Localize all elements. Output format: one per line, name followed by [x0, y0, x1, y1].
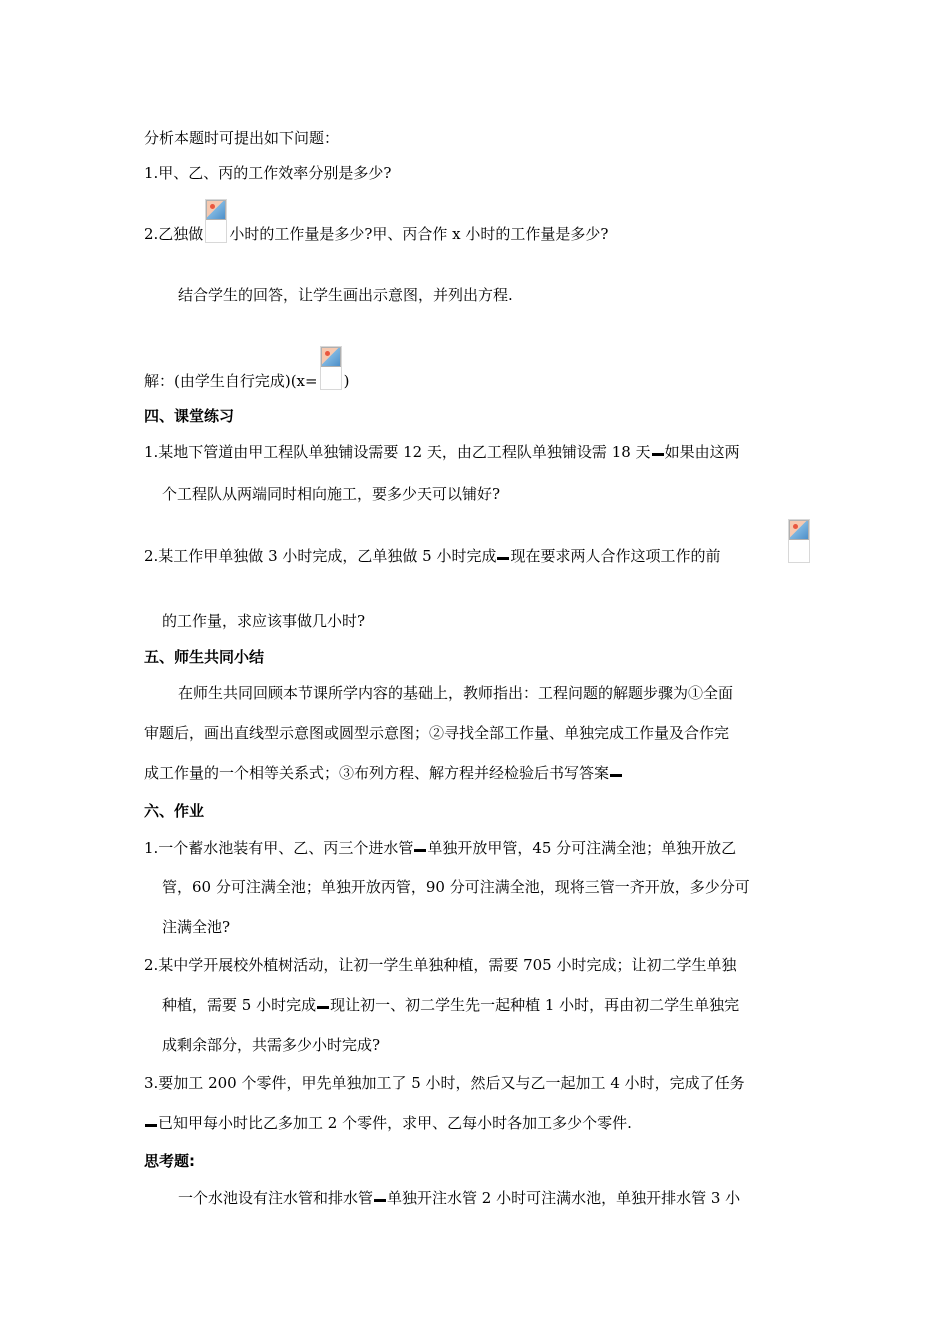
text-run: )	[343, 372, 350, 390]
text-line: 个工程队从两端同时相向施工，要多少天可以铺好?	[162, 485, 501, 503]
text-run: 如果由这两	[664, 443, 740, 461]
text-line	[178, 1188, 740, 1208]
text-line: 注满全池?	[162, 918, 231, 936]
text-line	[144, 442, 740, 462]
text-line	[144, 838, 736, 858]
text-line: 1.甲、乙、丙的工作效率分别是多少?	[144, 164, 392, 182]
text-run: 现在要求两人合作这项工作的前	[510, 547, 721, 565]
mark	[145, 1120, 157, 1127]
text-run: 单独开放甲管，45 分可注满全池；单独开放乙	[427, 839, 737, 857]
text-line	[144, 546, 721, 566]
mark	[317, 1002, 329, 1009]
section-heading: 四、课堂练习	[144, 407, 235, 425]
text-run: 已知甲每小时比乙多加工 2 个零件，求甲、乙每小时各加工多少个零件.	[158, 1114, 632, 1132]
text-run: 现让初一、初二学生先一起种植 1 小时，再由初二学生单独完	[330, 996, 740, 1014]
broken-image-icon	[320, 346, 342, 390]
text-line: 结合学生的回答，让学生画出示意图，并列出方程.	[178, 286, 513, 304]
text-run: 成工作量的一个相等关系式；③布列方程、解方程并经检验后书写答案	[144, 764, 610, 782]
text-run: 1.一个蓄水池装有甲、乙、丙三个进水管	[144, 839, 414, 857]
text-run: 小时的工作量是多少?甲、丙合作 x 小时的工作量是多少?	[229, 225, 609, 243]
text-line	[144, 763, 623, 783]
text-line: 3.要加工 200 个零件，甲先单独加工了 5 小时，然后又与乙一起加工 4 小时，完成了任务	[144, 1074, 745, 1092]
mark	[414, 845, 426, 852]
text-run: 单独开注水管 2 小时可注满水池，单独开排水管 3 小	[387, 1189, 741, 1207]
mark	[610, 770, 622, 777]
broken-image-icon	[205, 199, 227, 243]
text-line: 分析本题时可提出如下问题：	[144, 129, 340, 147]
text-run: 一个水池设有注水管和排水管	[178, 1189, 374, 1207]
section-heading: 思考题:	[144, 1152, 195, 1170]
text-line: 成剩余部分，共需多少小时完成?	[162, 1036, 381, 1054]
text-run: 2.某工作甲单独做 3 小时完成，乙单独做 5 小时完成	[144, 547, 497, 565]
text-line	[144, 346, 349, 391]
mark	[374, 1195, 386, 1202]
text-line: 审题后，画出直线型示意图或圆型示意图；②寻找全部工作量、单独完成工作量及合作完	[144, 724, 730, 742]
text-line	[162, 995, 739, 1015]
text-run: 2.乙独做	[144, 225, 204, 243]
broken-image-icon	[788, 519, 810, 563]
mark	[652, 449, 664, 456]
text-line: 管，60 分可注满全池；单独开放丙管，90 分可注满全池，现将三管一齐开放，多少分可	[162, 878, 750, 896]
text-line: 2.某中学开展校外植树活动，让初一学生单独种植，需要 705 小时完成；让初二学生单独	[144, 956, 737, 974]
section-heading: 六、作业	[144, 802, 205, 820]
text-line	[144, 1113, 632, 1133]
text-run: 解：(由学生自行完成)(x=	[144, 372, 318, 390]
text-line: 在师生共同回顾本节课所学内容的基础上，教师指出：工程问题的解题步骤为①全面	[178, 684, 734, 702]
section-heading: 五、师生共同小结	[144, 648, 265, 666]
text-line	[144, 224, 608, 244]
text-run: 种植，需要 5 小时完成	[162, 996, 317, 1014]
text-line: 的工作量，求应该事做几小时?	[162, 612, 366, 630]
mark	[497, 553, 509, 560]
text-run: 1.某地下管道由甲工程队单独铺设需要 12 天，由乙工程队单独铺设需 18 天	[144, 443, 651, 461]
